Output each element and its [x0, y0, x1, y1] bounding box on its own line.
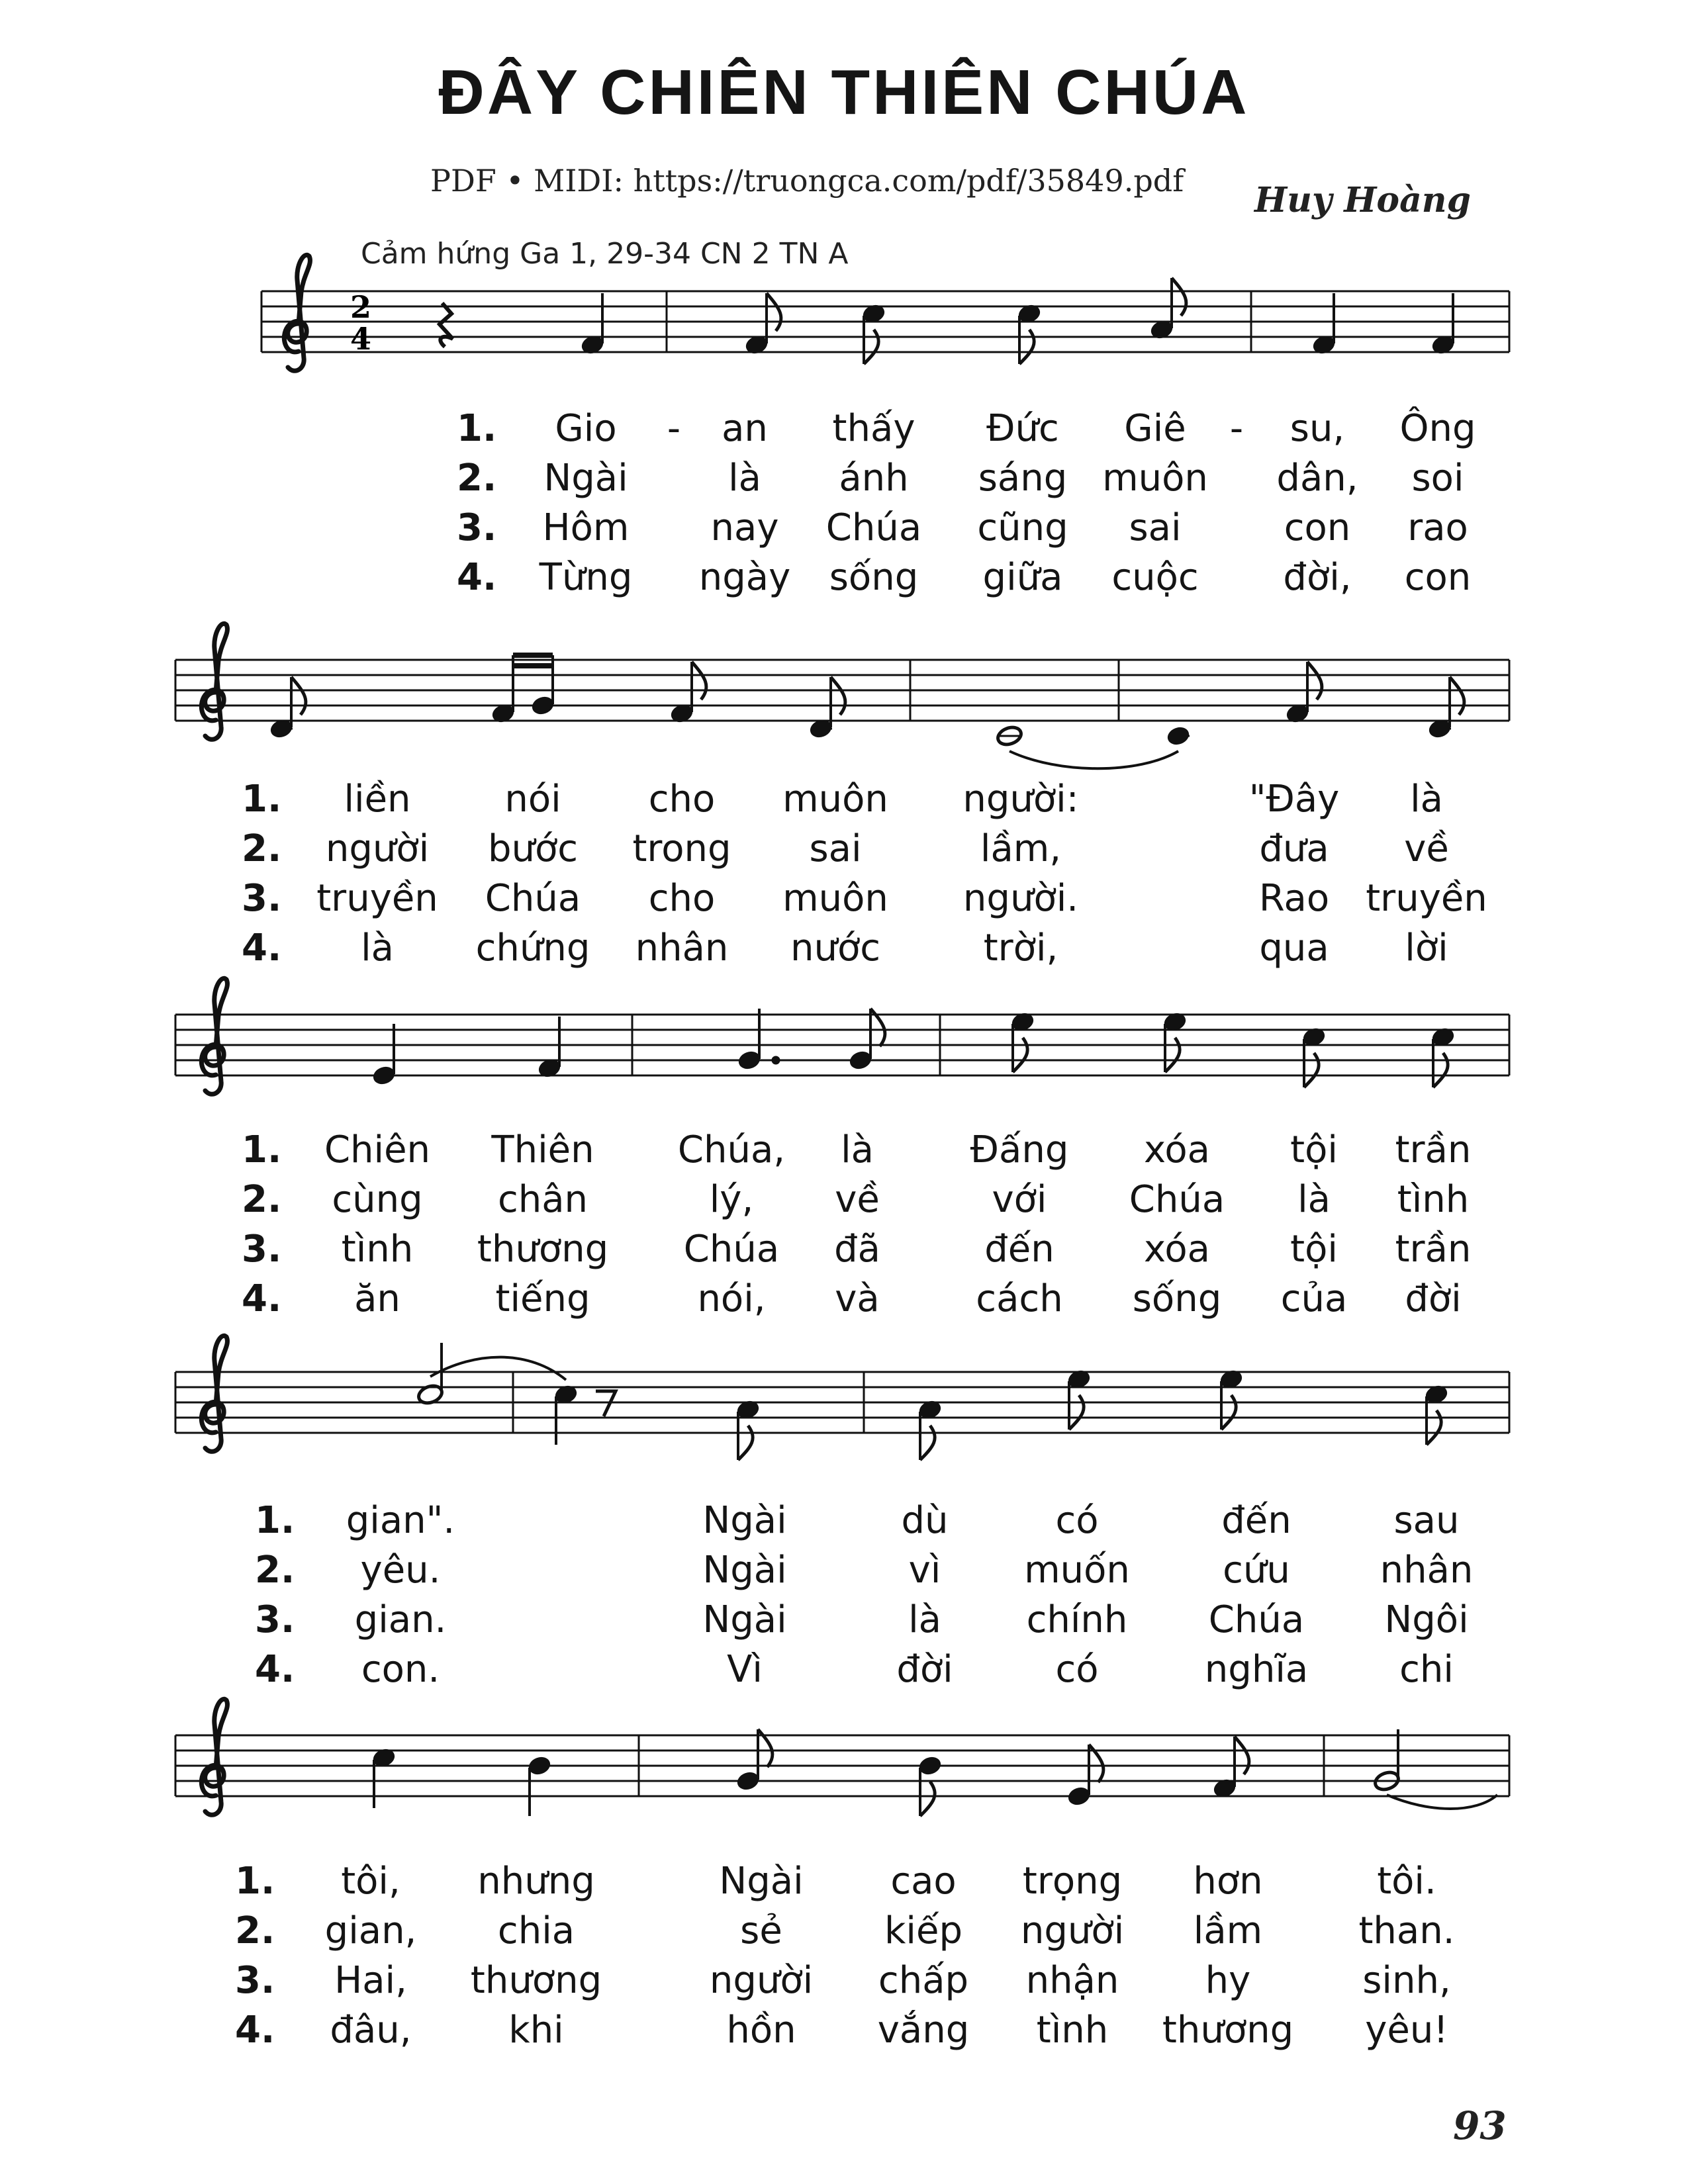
- staff-system-5: [175, 1699, 1509, 1816]
- tie: [1009, 751, 1178, 768]
- notes-system-2: [269, 655, 1464, 768]
- scripture-inspiration: Cảm hứng Ga 1, 29-34 CN 2 TN A: [361, 237, 849, 271]
- tie: [430, 1357, 566, 1380]
- treble-clef-icon: [201, 623, 227, 739]
- song-title: ĐÂY CHIÊN THIÊN CHÚA: [438, 57, 1250, 128]
- eighth-rest: [596, 1391, 616, 1416]
- staff-system-1: [261, 255, 1509, 371]
- quarter-rest: [440, 303, 453, 347]
- staff-system-4: [175, 1336, 1509, 1460]
- time-signature-bottom: 4: [350, 321, 372, 357]
- treble-clef-icon: [201, 978, 227, 1094]
- notes-system-5: [371, 1729, 1497, 1816]
- staff-system-3: [175, 978, 1509, 1094]
- time-signature-top: 2: [350, 289, 372, 325]
- treble-clef-icon: [201, 1336, 227, 1451]
- composer-name: Huy Hoàng: [1254, 180, 1471, 220]
- treble-clef-icon: [201, 1699, 227, 1815]
- staff-system-2: [175, 623, 1509, 768]
- source-link[interactable]: PDF • MIDI: https://truongca.com/pdf/35849.pdf: [430, 163, 1184, 199]
- page-number: 93: [1453, 2103, 1507, 2148]
- treble-clef-icon: [284, 255, 310, 371]
